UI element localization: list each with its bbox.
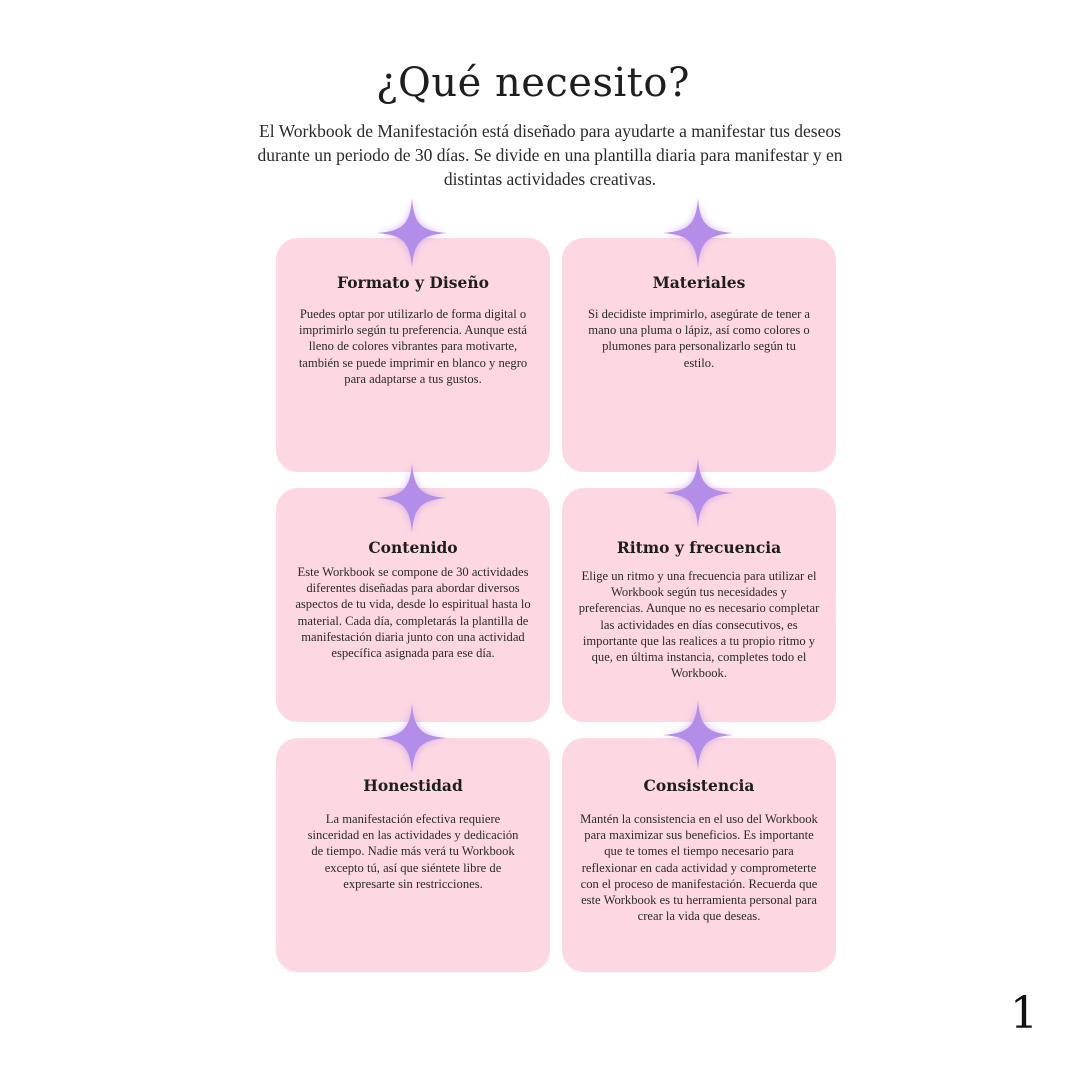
card-text: Si decidiste imprimirlo, asegúrate de tener a mano una pluma o lápiz, así como colores o plumones para personalizarlo según tu estilo. — [587, 307, 811, 370]
sparkle-star-icon — [663, 458, 733, 528]
card-title: Formato y Diseño — [337, 273, 489, 292]
page-number: 1 — [1010, 988, 1038, 1039]
page-title: ¿Qué necesito? — [376, 60, 690, 106]
card-honestidad — [276, 738, 550, 972]
card-text: Puedes optar por utilizarlo de forma digital o imprimirlo según tu preferencia. Aunque está lleno de colores vibrantes para motivarte, también se puede imprimir en blanco y negro para adaptarse a tus gustos. — [298, 307, 528, 386]
card-text: Mantén la consistencia en el uso del Workbook para maximizar sus beneficios. Es importante que te tomes el tiempo necesario para reflexionar en cada actividad y comprometerte con el proceso de manifestación. Recuerda que este Workbook es tu herramienta personal para crear la vida que deseas. — [580, 812, 818, 924]
card-formato-y-diseno — [276, 238, 550, 472]
card-text: La manifestación efectiva requiere sinceridad en las actividades y dedicación de tiempo. Nadie más verá tu Workbook excepto tú, así que siéntete libre de expresarte sin restricciones. — [307, 812, 519, 891]
card-consistencia — [562, 738, 836, 972]
card-text: Elige un ritmo y una frecuencia para utilizar el Workbook según tus necesidades y preferencias. Aunque no es necesario completar las actividades en días consecutivos, es importante que las realices a tu propio ritmo y que, en última instancia, completes todo el Workbook. — [578, 569, 820, 681]
sparkle-star-icon — [377, 463, 447, 533]
card-title: Ritmo y frecuencia — [616, 538, 782, 557]
sparkle-star-icon — [663, 700, 733, 770]
card-title: Consistencia — [643, 776, 755, 795]
card-title: Honestidad — [363, 776, 463, 795]
card-title: Materiales — [652, 273, 746, 292]
card-materiales — [562, 238, 836, 472]
sparkle-star-icon — [377, 703, 447, 773]
sparkle-star-icon — [377, 198, 447, 268]
card-text: Este Workbook se compone de 30 actividades diferentes diseñadas para abordar diversos aspectos de tu vida, desde lo espiritual hasta lo material. Cada día, completarás la plantilla de manifestación diaria junto con una actividad específica asignada para ese día. — [295, 565, 531, 661]
card-title: Contenido — [368, 538, 458, 557]
sparkle-star-icon — [663, 198, 733, 268]
intro-paragraph: El Workbook de Manifestación está diseñado para ayudarte a manifestar tus deseos durante un periodo de 30 días. Se divide en una plantilla diaria para manifestar y en distintas actividades creativas. — [257, 121, 843, 189]
